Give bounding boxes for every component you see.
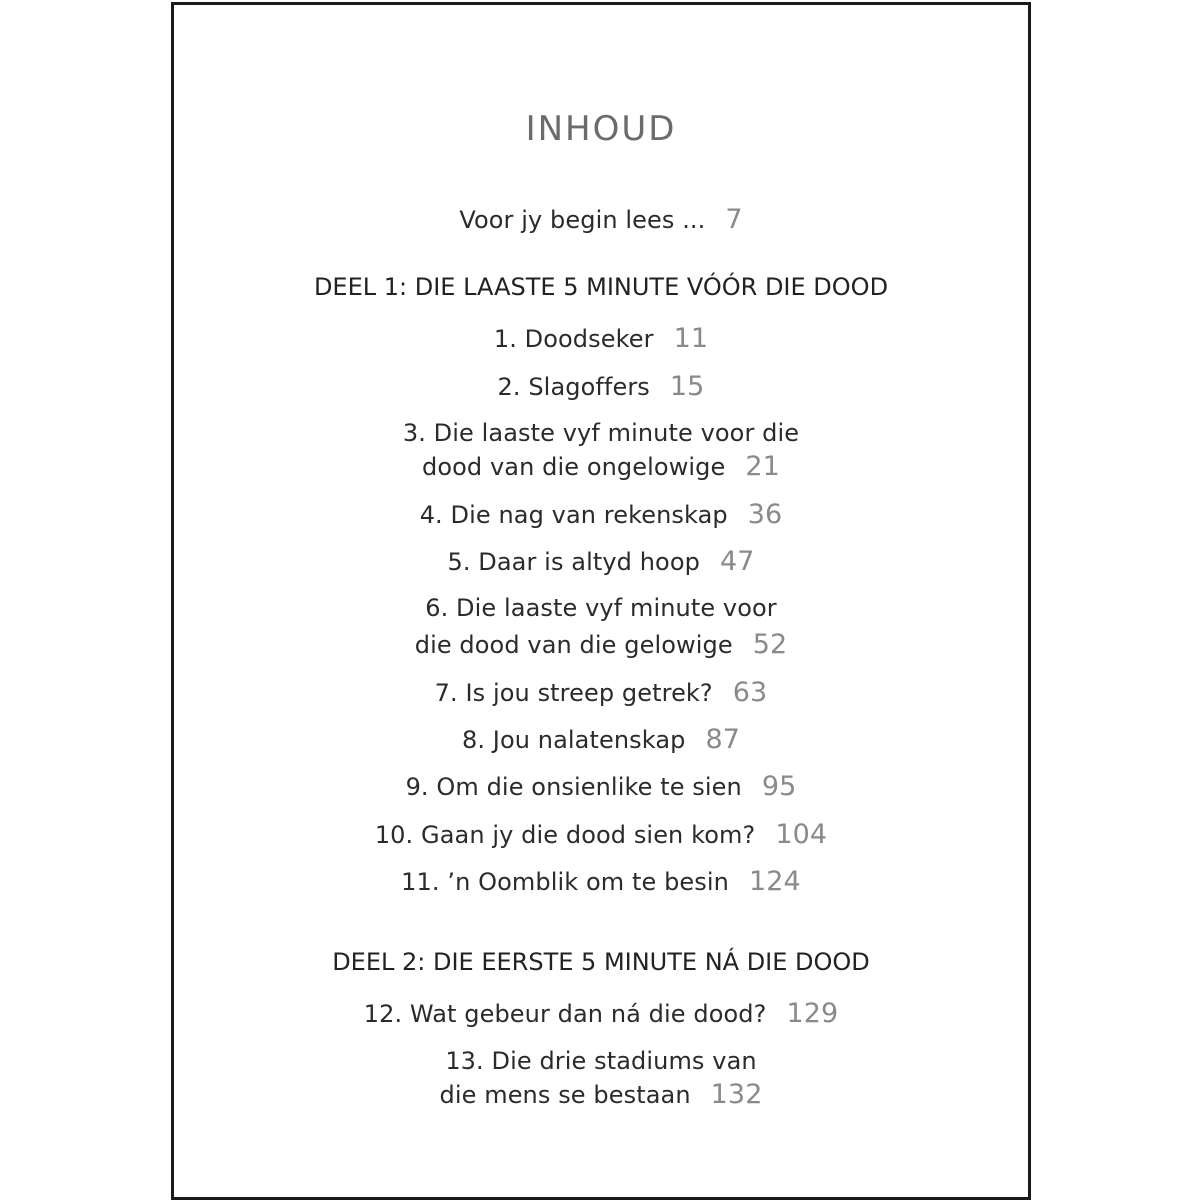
toc-entry bbox=[174, 866, 1028, 897]
toc-entry bbox=[174, 371, 1028, 402]
toc-entry-text: 8. Jou nalatenskap bbox=[461, 726, 686, 754]
toc-entry-text: 13. Die drie stadiums van bbox=[445, 1047, 757, 1075]
toc-entry bbox=[174, 323, 1028, 354]
toc-page-number: 47 bbox=[719, 546, 755, 577]
toc-entry-text: 12. Wat gebeur dan ná die dood? bbox=[363, 1000, 767, 1028]
toc-page-number: 36 bbox=[747, 499, 783, 530]
toc-title: INHOUD bbox=[525, 109, 677, 149]
toc-page-number: 129 bbox=[786, 998, 839, 1029]
toc-entry bbox=[174, 771, 1028, 802]
toc-page-number: 52 bbox=[752, 629, 788, 660]
toc-entry bbox=[174, 998, 1028, 1029]
toc-entry-line bbox=[174, 419, 1028, 447]
toc-entry-line bbox=[174, 594, 1028, 622]
toc-entry-text: 7. Is jou streep getrek? bbox=[434, 679, 713, 707]
toc-entry-text: 11. ’n Oomblik om te besin bbox=[401, 868, 729, 896]
toc-page-number: 87 bbox=[705, 724, 741, 755]
toc-entry bbox=[174, 819, 1028, 850]
toc-entry-text: 4. Die nag van rekenskap bbox=[419, 501, 728, 529]
toc-entry bbox=[174, 724, 1028, 755]
toc-entry bbox=[174, 499, 1028, 530]
book-page bbox=[171, 2, 1031, 1200]
part1-heading: DEEL 1: DIE LAASTE 5 MINUTE VÓÓR DIE DOOD bbox=[313, 273, 889, 301]
toc-entry bbox=[174, 1079, 1028, 1110]
toc-entry bbox=[174, 677, 1028, 708]
toc-page-number: 124 bbox=[748, 866, 801, 897]
toc-page-number: 7 bbox=[725, 204, 743, 235]
toc-entry-text: 2. Slagoffers bbox=[497, 373, 650, 401]
toc-page-number: 15 bbox=[669, 371, 705, 402]
toc-page-number: 95 bbox=[761, 771, 797, 802]
toc-entry-text: Voor jy begin lees ... bbox=[459, 206, 706, 234]
toc-page-number: 21 bbox=[745, 451, 780, 482]
toc-page-number: 104 bbox=[775, 819, 828, 850]
toc-entry-text: 10. Gaan jy die dood sien kom? bbox=[374, 821, 756, 849]
toc-entry-line bbox=[174, 1047, 1028, 1075]
part2-heading: DEEL 2: DIE EERSTE 5 MINUTE NÁ DIE DOOD bbox=[332, 948, 870, 976]
toc-entry bbox=[174, 451, 1028, 482]
toc-entry-text: dood van die ongelowige bbox=[422, 453, 726, 481]
toc-entry-text: 1. Doodseker bbox=[493, 325, 654, 353]
toc-entry-text: 3. Die laaste vyf minute voor die bbox=[402, 419, 800, 447]
toc-entry-text: 6. Die laaste vyf minute voor bbox=[425, 594, 777, 622]
toc-page-number: 63 bbox=[732, 677, 768, 708]
toc-entry-text: 9. Om die onsienlike te sien bbox=[405, 773, 742, 801]
toc-page-number: 132 bbox=[710, 1079, 763, 1110]
toc-page-number: 11 bbox=[673, 323, 709, 354]
toc-entry-text: 5. Daar is altyd hoop bbox=[447, 548, 700, 576]
toc-entry-text: die dood van die gelowige bbox=[414, 631, 733, 659]
toc-entry bbox=[174, 629, 1028, 660]
toc-entry bbox=[174, 546, 1028, 577]
toc-entry-text: die mens se bestaan bbox=[439, 1081, 691, 1109]
toc-entry-intro bbox=[174, 204, 1028, 235]
